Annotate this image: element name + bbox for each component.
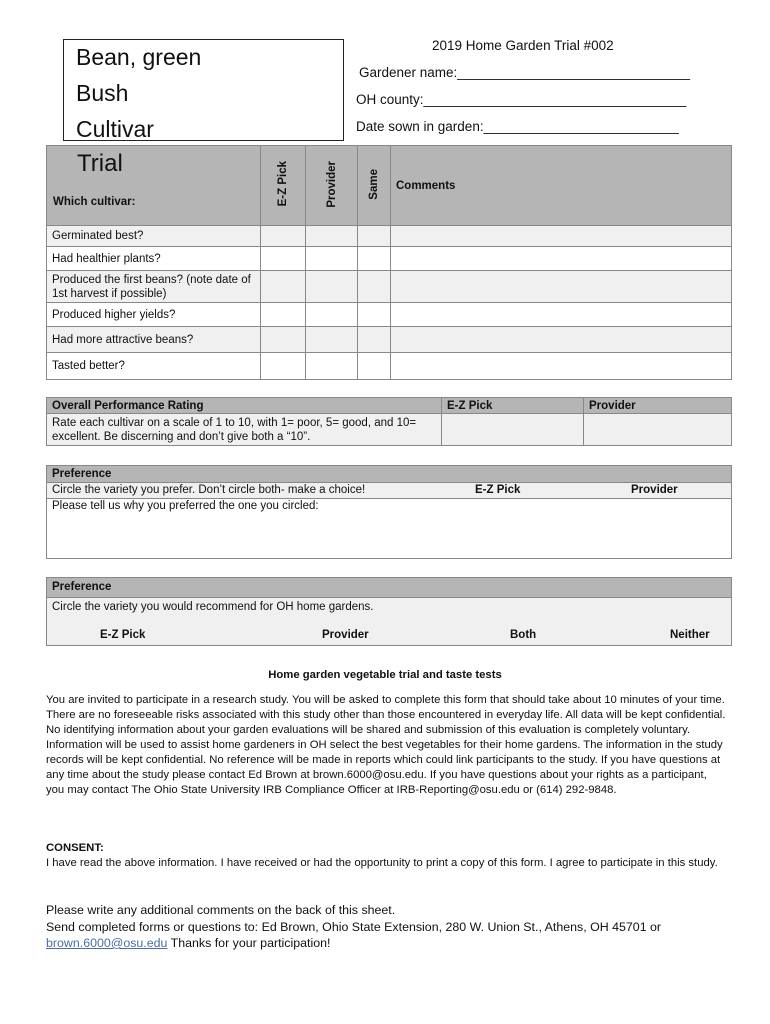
email-link[interactable]: brown.6000@osu.edu: [46, 936, 168, 950]
county-field[interactable]: OH county:___________________________________: [356, 92, 687, 107]
rating-ez-pick-cell[interactable]: [442, 414, 584, 446]
question-label: Produced higher yields?: [47, 303, 261, 327]
gardener-name-field[interactable]: Gardener name:_______________________________: [359, 65, 691, 80]
recommend-both-option[interactable]: Both: [510, 629, 537, 641]
same-cell[interactable]: [358, 303, 391, 327]
comments-cell[interactable]: [391, 327, 732, 353]
table-row: [47, 303, 732, 327]
provider-cell[interactable]: [306, 327, 358, 353]
provider-cell[interactable]: [306, 303, 358, 327]
ez-pick-cell[interactable]: [261, 226, 306, 247]
col-same: Same: [368, 168, 380, 200]
info-title: Home garden vegetable trial and taste tests: [268, 669, 502, 681]
thanks-text: Thanks for your participation!: [170, 936, 331, 950]
pref-provider-option[interactable]: Provider: [631, 484, 678, 496]
provider-cell[interactable]: [306, 353, 358, 380]
rating-provider-header: Provider: [584, 398, 732, 414]
additional-comments-note: Please write any additional comments on the back of this sheet.: [46, 903, 396, 917]
ez-pick-cell[interactable]: [261, 247, 306, 271]
comments-cell[interactable]: [391, 303, 732, 327]
table-row: [47, 327, 732, 353]
send-address: Send completed forms or questions to: Ed Brown, Ohio State Extension, 280 W. Union St., Athens, OH 45701 or: [46, 920, 662, 934]
question-label: Had healthier plants?: [47, 247, 261, 271]
rating-title: Overall Performance Rating: [47, 398, 442, 414]
preference-instructions: Circle the variety you prefer. Don’t circle both- make a choice!: [52, 484, 366, 496]
recommend-box: [46, 577, 732, 646]
crop-name: Bean, green: [76, 44, 202, 70]
table-row: [47, 226, 732, 247]
which-cultivar-label: Which cultivar:: [53, 196, 136, 208]
preference-why-field[interactable]: Please tell us why you preferred the one you circled:: [52, 500, 319, 512]
table-row: [47, 271, 732, 303]
preference-box: [46, 465, 732, 559]
comments-cell[interactable]: [391, 247, 732, 271]
table-row: [47, 247, 732, 271]
crop-type: Bush: [76, 80, 129, 106]
consent-text: I have read the above information. I have received or had the opportunity to print a copy of this form. I agree to participate in this study.: [46, 857, 718, 869]
consent-title: CONSENT:: [46, 842, 104, 854]
provider-cell[interactable]: [306, 247, 358, 271]
info-body: You are invited to participate in a research study. You will be asked to complete this form that should take about 10 minutes of your time. There are no foreseeable risks associated with this study other than those encountered in everyday life. All data will be kept confidential. No identifying information about your garden evaluations will be shared and submission of this evaluation is completely voluntary. Information will be used to assist home gardeners in OH select the best vegetables for their home gardens. The information in the study records will be kept confidential. No reference will be made in reports which could link participants to the study. If you have questions at any time about the study please contact Ed Brown at brown.6000@osu.edu. If you have questions about your rights as a participant, you may contact The Ohio State University IRB Compliance Officer at IRB-Reporting@osu.edu or (614) 292-9848.: [46, 694, 726, 796]
cultivar-label: Cultivar: [76, 116, 154, 142]
recommend-provider-option[interactable]: Provider: [322, 629, 369, 641]
same-cell[interactable]: [358, 327, 391, 353]
question-label: Produced the first beans? (note date of 1st harvest if possible): [47, 271, 261, 303]
comments-cell[interactable]: [391, 353, 732, 380]
recommend-instructions: Circle the variety you would recommend for OH home gardens.: [52, 601, 374, 613]
send-forms-note: [46, 919, 726, 951]
same-cell[interactable]: [358, 271, 391, 303]
ez-pick-cell[interactable]: [261, 271, 306, 303]
table-row: [47, 353, 732, 380]
col-provider: Provider: [325, 160, 338, 208]
comments-cell[interactable]: [391, 226, 732, 247]
ez-pick-cell[interactable]: [261, 303, 306, 327]
trial-heading: Trial: [77, 150, 123, 177]
rating-ez-pick-header: E-Z Pick: [442, 398, 584, 414]
question-label: Tasted better?: [47, 353, 261, 380]
recommend-ez-pick-option[interactable]: E-Z Pick: [100, 629, 146, 641]
ez-pick-cell[interactable]: [261, 327, 306, 353]
recommend-neither-option[interactable]: Neither: [670, 629, 710, 641]
same-cell[interactable]: [358, 226, 391, 247]
rating-instructions: Rate each cultivar on a scale of 1 to 10, with 1= poor, 5= good, and 10= excellent. Be discerning and don’t give both a “10”.: [47, 414, 442, 446]
comments-cell[interactable]: [391, 271, 732, 303]
same-cell[interactable]: [358, 247, 391, 271]
col-ez-pick: E-Z Pick: [277, 161, 289, 207]
question-label: Had more attractive beans?: [47, 327, 261, 353]
recommend-title: Preference: [47, 578, 731, 598]
pref-ez-pick-option[interactable]: E-Z Pick: [475, 484, 521, 496]
question-label: Germinated best?: [47, 226, 261, 247]
rating-provider-cell[interactable]: [584, 414, 732, 446]
provider-cell[interactable]: [306, 271, 358, 303]
rating-table: [46, 397, 732, 446]
ez-pick-cell[interactable]: [261, 353, 306, 380]
same-cell[interactable]: [358, 353, 391, 380]
provider-cell[interactable]: [306, 226, 358, 247]
trial-table: [46, 145, 732, 380]
col-comments: Comments: [391, 146, 732, 226]
date-sown-field[interactable]: Date sown in garden:__________________________: [356, 119, 679, 134]
trial-title: 2019 Home Garden Trial #002: [432, 38, 614, 53]
preference-title: Preference: [47, 466, 731, 483]
crop-title-box: [63, 39, 344, 141]
